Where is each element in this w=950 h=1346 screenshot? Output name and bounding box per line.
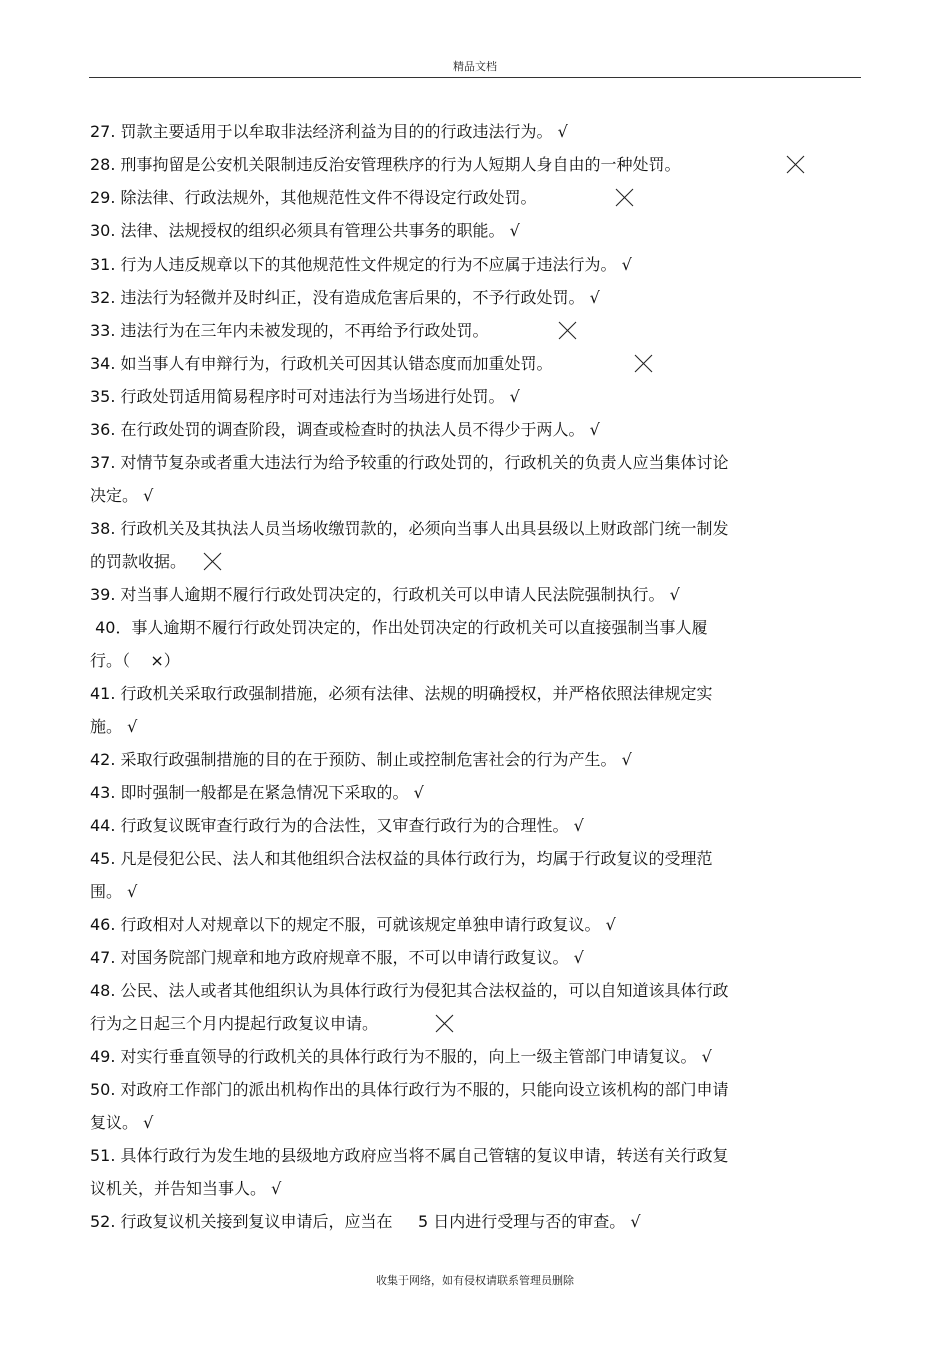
question-line: 行为之日起三个月内提起行政复议申请。	[90, 1014, 379, 1033]
question-line: 38. 行政机关及其执法人员当场收缴罚款的，必须向当事人出具县级以上财政部门统一制发	[90, 519, 729, 538]
page-header: 精品文档	[453, 60, 497, 73]
question-line: 41. 行政机关采取行政强制措施，必须有法律、法规的明确授权，并严格依照法律规定实	[90, 684, 713, 703]
question-line: 31. 行为人违反规章以下的其他规范性文件规定的行为不应属于违法行为。 √	[90, 255, 632, 274]
header-rule	[89, 77, 861, 78]
question-line: 43. 即时强制一般都是在紧急情况下采取的。 √	[90, 783, 424, 802]
question-line: 47. 对国务院部门规章和地方政府规章不服，不可以申请行政复议。 √	[90, 948, 584, 967]
question-line: 42. 采取行政强制措施的目的在于预防、制止或控制危害社会的行为产生。 √	[90, 750, 632, 769]
question-line: 32. 违法行为轻微并及时纠正，没有造成危害后果的，不予行政处罚。 √	[90, 288, 600, 307]
question-line: 52. 行政复议机关接到复议申请后，应当在 5 日内进行受理与否的审查。 √	[90, 1212, 641, 1231]
question-line: 35. 行政处罚适用简易程序时可对违法行为当场进行处罚。 √	[90, 387, 520, 406]
question-line: 29. 除法律、行政法规外，其他规范性文件不得设定行政处罚。	[90, 188, 537, 207]
question-line: 的罚款收据。	[90, 552, 187, 571]
question-line: 30. 法律、法规授权的组织必须具有管理公共事务的职能。 √	[90, 221, 520, 240]
question-line: 45. 凡是侵犯公民、法人和其他组织合法权益的具体行政行为，均属于行政复议的受理范	[90, 849, 713, 868]
x-mark-icon	[203, 552, 222, 571]
x-mark-icon	[435, 1014, 454, 1033]
page-footer: 收集于网络，如有侵权请联系管理员删除	[376, 1274, 574, 1287]
question-line: 33. 违法行为在三年内未被发现的，不再给予行政处罚。	[90, 321, 489, 340]
question-line: 28. 刑事拘留是公安机关限制违反治安管理秩序的行为人短期人身自由的一种处罚。	[90, 155, 681, 174]
question-line: 议机关，并告知当事人。 √	[90, 1179, 282, 1198]
question-line: 51. 具体行政行为发生地的县级地方政府应当将不属自己管辖的复议申请，转送有关行政复	[90, 1146, 729, 1165]
question-line: 40．事人逾期不履行行政处罚决定的，作出处罚决定的行政机关可以直接强制当事人履	[90, 618, 708, 637]
question-line: 39. 对当事人逾期不履行行政处罚决定的，行政机关可以申请人民法院强制执行。 √	[90, 585, 680, 604]
question-line: 行。（ ×）	[90, 651, 180, 670]
question-line: 46. 行政相对人对规章以下的规定不服，可就该规定单独申请行政复议。 √	[90, 915, 616, 934]
question-line: 复议。 √	[90, 1113, 154, 1132]
question-line: 50. 对政府工作部门的派出机构作出的具体行政行为不服的，只能向设立该机构的部门申请	[90, 1080, 729, 1099]
question-line: 48. 公民、法人或者其他组织认为具体行政行为侵犯其合法权益的，可以自知道该具体行政	[90, 981, 729, 1000]
question-line: 37. 对情节复杂或者重大违法行为给予较重的行政处罚的，行政机关的负责人应当集体讨论	[90, 453, 729, 472]
x-mark-icon	[786, 155, 805, 174]
question-line: 44. 行政复议既审查行政行为的合法性，又审查行政行为的合理性。 √	[90, 816, 584, 835]
x-mark-icon	[558, 321, 577, 340]
question-line: 49. 对实行垂直领导的行政机关的具体行政行为不服的，向上一级主管部门申请复议。 √	[90, 1047, 712, 1066]
question-line: 施。 √	[90, 717, 138, 736]
question-line: 决定。 √	[90, 486, 154, 505]
question-line: 27. 罚款主要适用于以牟取非法经济利益为目的的行政违法行为。 √	[90, 122, 568, 141]
question-line: 36. 在行政处罚的调查阶段，调查或检查时的执法人员不得少于两人。 √	[90, 420, 600, 439]
question-line: 围。 √	[90, 882, 138, 901]
question-line: 34. 如当事人有申辩行为，行政机关可因其认错态度而加重处罚。	[90, 354, 553, 373]
x-mark-icon	[634, 354, 653, 373]
x-mark-icon	[615, 188, 634, 207]
